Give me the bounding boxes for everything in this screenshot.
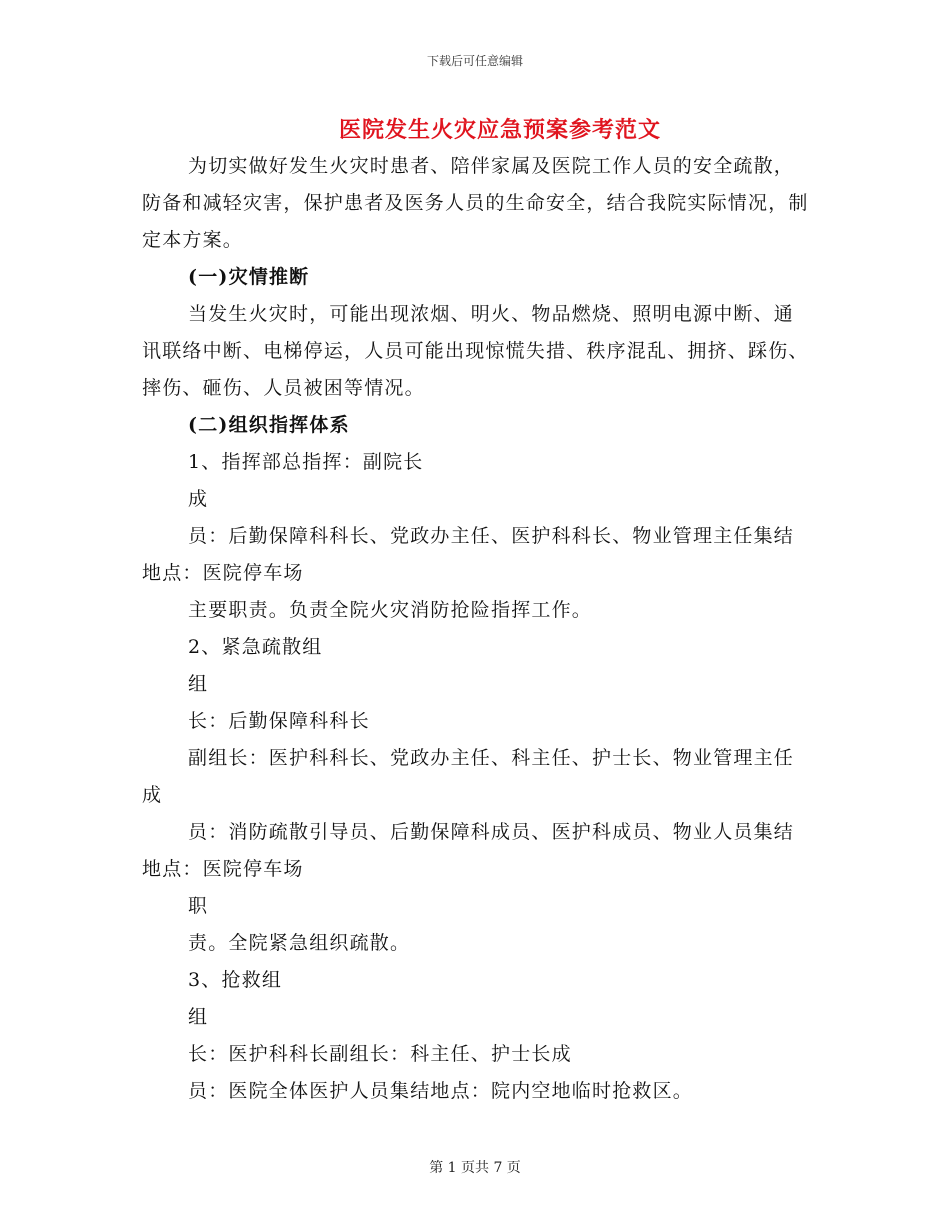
rescue-group-heading: 3、抢救组 (188, 969, 283, 991)
evacuation-leader-line: 长：后勤保障科科长 (188, 710, 370, 732)
evacuation-leader-label: 组 (188, 673, 209, 695)
document-title: 医院发生火灾应急预案参考范文 (338, 117, 661, 143)
evacuation-duty-label: 职 (188, 895, 209, 917)
intro-paragraph: 为切实做好发生火灾时患者、陪伴家属及医院工作人员的安全疏散，防备和减轻灾害，保护患者及医务人员的生命安全，结合我院实际情况，制定本方案。 (142, 155, 809, 251)
command-member-label: 成 (188, 488, 209, 510)
page-number: 第 1 页共 7 页 (429, 1160, 521, 1176)
command-chief-line: 1、指挥部总指挥：副院长 (188, 451, 424, 473)
command-duty-line: 主要职责。负责全院火灾消防抢险指挥工作。 (188, 599, 593, 621)
document-body (142, 148, 814, 1110)
command-members-line: 员：后勤保障科科长、党政办主任、医护科科长、物业管理主任集结地点：医院停车场 (142, 525, 795, 584)
rescue-members-line: 员：医院全体医护人员集结地点：院内空地临时抢救区。 (188, 1080, 694, 1102)
section-heading-command: (二)组织指挥体系 (188, 414, 350, 436)
evacuation-duty-line: 责。全院紧急组织疏散。 (188, 932, 411, 954)
evacuation-group-heading: 2、紧急疏散组 (188, 636, 323, 658)
disaster-paragraph: 当发生火灾时，可能出现浓烟、明火、物品燃烧、照明电源中断、通讯联络中断、电梯停运，人员可能出现惊慌失措、秩序混乱、拥挤、踩伤、摔伤、砸伤、人员被困等情况。 (142, 303, 809, 399)
section-heading-disaster: (一)灾情推断 (188, 266, 310, 288)
header-note: 下载后可任意编辑 (426, 54, 523, 68)
rescue-leader-line: 长：医护科科长副组长：科主任、护士长成 (188, 1043, 572, 1065)
evacuation-deputy-line: 副组长：医护科科长、党政办主任、科主任、护士长、物业管理主任成 (142, 747, 795, 806)
evacuation-members-line: 员：消防疏散引导员、后勤保障科成员、医护科成员、物业人员集结地点：医院停车场 (142, 821, 795, 880)
rescue-leader-label: 组 (188, 1006, 209, 1028)
